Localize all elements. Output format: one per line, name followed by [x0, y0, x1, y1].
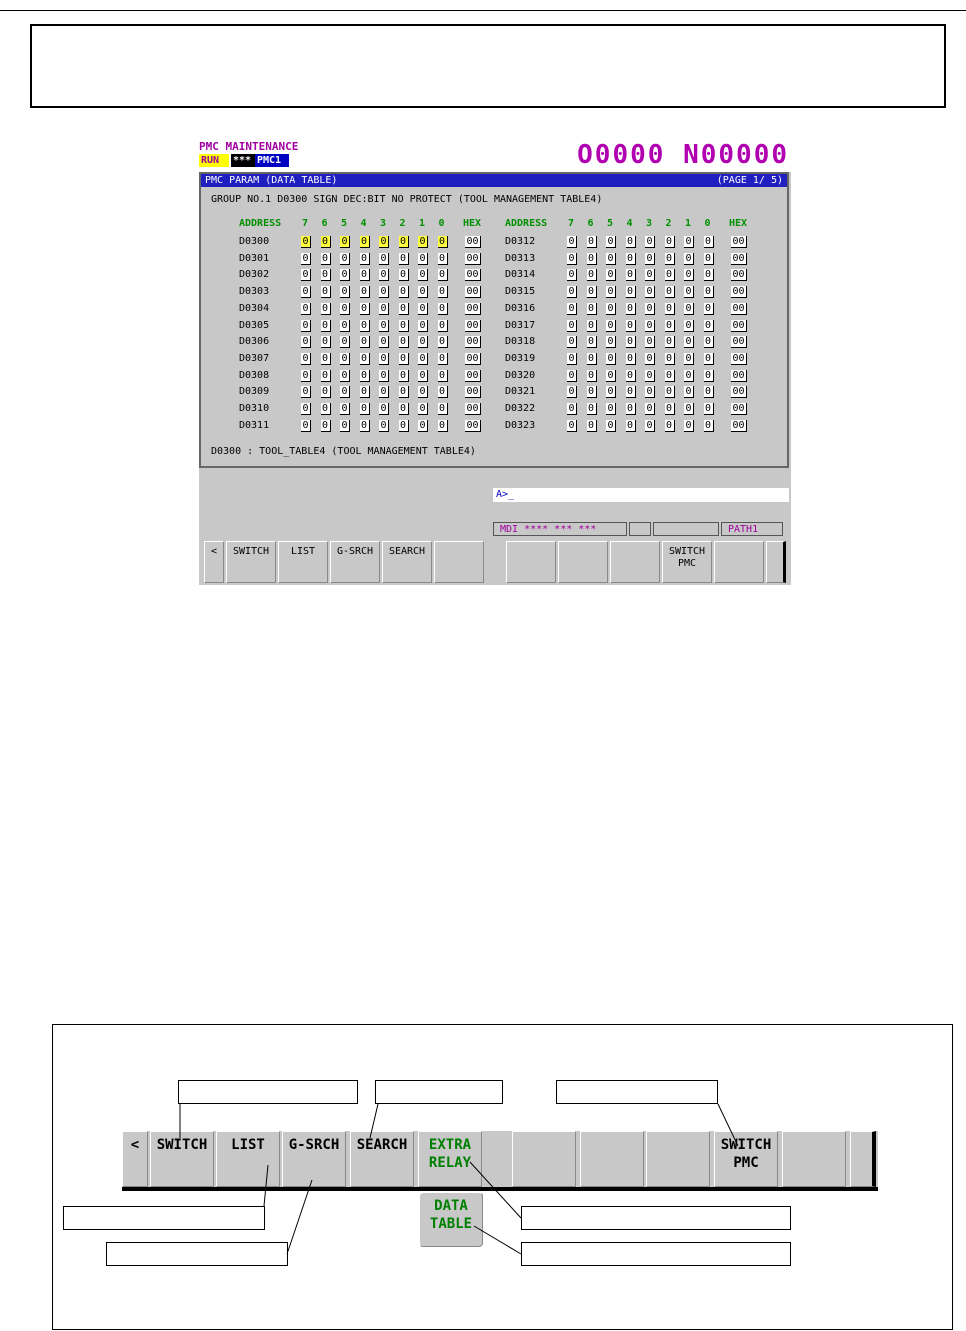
bit-cell[interactable]: 0 — [587, 370, 597, 382]
bit-cell[interactable]: 0 — [418, 336, 428, 348]
hex-cell[interactable]: 00 — [465, 253, 481, 265]
hex-cell[interactable]: 00 — [465, 303, 481, 315]
bit-cell[interactable]: 0 — [340, 320, 350, 332]
bit-cell[interactable]: 0 — [321, 353, 331, 365]
col-header-bit-0-left: 0 — [438, 218, 445, 229]
bit-cell[interactable]: 0 — [340, 353, 350, 365]
bit-cell[interactable]: 0 — [379, 370, 389, 382]
row-address: D0305 — [239, 319, 270, 331]
col-header-bit-5-right: 5 — [607, 218, 614, 229]
bit-cell[interactable]: 0 — [321, 286, 331, 298]
diagram-key-list[interactable]: LIST — [216, 1131, 280, 1187]
leader-extra-relay — [470, 1162, 521, 1218]
col-header-bit-6-right: 6 — [587, 218, 594, 229]
bit-cell[interactable]: 0 — [704, 236, 714, 248]
bit-cell[interactable]: 0 — [321, 253, 331, 265]
bit-cell[interactable]: 0 — [438, 253, 448, 265]
bit-cell[interactable]: 0 — [321, 386, 331, 398]
bit-cell[interactable]: 0 — [626, 303, 636, 315]
bit-cell[interactable]: 0 — [379, 353, 389, 365]
bit-cell[interactable]: 0 — [399, 320, 409, 332]
bit-cell[interactable]: 0 — [684, 370, 694, 382]
row-address: D0302 — [239, 269, 270, 281]
bit-cell[interactable]: 0 — [665, 403, 675, 415]
bit-cell[interactable]: 0 — [704, 253, 714, 265]
softkey-search[interactable]: SEARCH — [382, 541, 432, 583]
bit-cell[interactable]: 0 — [684, 303, 694, 315]
col-header-bit-6-left: 6 — [321, 218, 328, 229]
bit-cell[interactable]: 0 — [684, 286, 694, 298]
bit-cell[interactable]: 0 — [301, 286, 311, 298]
softkey-g-srch[interactable]: G-SRCH — [330, 541, 380, 583]
bit-cell[interactable]: 0 — [587, 286, 597, 298]
softkey-list[interactable]: LIST — [278, 541, 328, 583]
bit-cell[interactable]: 0 — [587, 269, 597, 281]
bit-cell[interactable]: 0 — [379, 386, 389, 398]
bit-cell[interactable]: 0 — [360, 269, 370, 281]
bit-cell[interactable]: 0 — [567, 336, 577, 348]
row-address: D0306 — [239, 336, 270, 348]
col-header-bit-5-left: 5 — [341, 218, 348, 229]
bit-cell[interactable]: 0 — [360, 336, 370, 348]
hex-cell[interactable]: 00 — [465, 353, 481, 365]
bit-cell[interactable]: 0 — [340, 236, 350, 248]
row-address: D0307 — [239, 352, 270, 364]
panel-title: PMC PARAM (DATA TABLE) — [205, 175, 338, 186]
col-header-address-left: ADDRESS — [239, 218, 282, 229]
col-header-bit-1-right: 1 — [685, 218, 692, 229]
row-address: D0301 — [239, 252, 270, 264]
bit-cell[interactable]: 0 — [438, 320, 448, 332]
col-header-bit-7-left: 7 — [302, 218, 309, 229]
bit-cell[interactable]: 0 — [606, 403, 616, 415]
bit-cell[interactable]: 0 — [567, 236, 577, 248]
bit-cell[interactable]: 0 — [301, 370, 311, 382]
bit-cell[interactable]: 0 — [626, 253, 636, 265]
bit-cell[interactable]: 0 — [665, 420, 675, 432]
bit-cell[interactable]: 0 — [606, 269, 616, 281]
bit-cell[interactable]: 0 — [704, 269, 714, 281]
row-address: D0310 — [239, 403, 270, 414]
input-prompt: A>_ — [496, 489, 515, 500]
bit-cell[interactable]: 0 — [438, 403, 448, 415]
hex-cell[interactable]: 00 — [731, 336, 747, 348]
bit-cell[interactable]: 0 — [587, 303, 597, 315]
bit-cell[interactable]: 0 — [321, 420, 331, 432]
status-mode: MDI **** *** *** — [493, 522, 627, 536]
bit-cell[interactable]: 0 — [438, 370, 448, 382]
diagram-key-g-srch[interactable]: G-SRCH — [282, 1131, 346, 1187]
bit-cell[interactable]: 0 — [665, 253, 675, 265]
hex-cell[interactable]: 00 — [731, 370, 747, 382]
bit-cell[interactable]: 0 — [704, 320, 714, 332]
bit-cell[interactable]: 0 — [587, 403, 597, 415]
hex-cell[interactable]: 00 — [731, 286, 747, 298]
bit-cell[interactable]: 0 — [340, 303, 350, 315]
bit-cell[interactable]: 0 — [360, 370, 370, 382]
bit-cell[interactable]: 0 — [684, 420, 694, 432]
bit-cell[interactable]: 0 — [606, 253, 616, 265]
bit-cell[interactable]: 0 — [301, 269, 311, 281]
program-number: O0000 N00000 — [577, 140, 789, 170]
bit-cell[interactable]: 0 — [321, 370, 331, 382]
bit-cell[interactable]: 0 — [399, 336, 409, 348]
bit-cell[interactable]: 0 — [645, 370, 655, 382]
bit-cell[interactable]: 0 — [606, 353, 616, 365]
leader-list — [264, 1165, 268, 1206]
bit-cell[interactable]: 0 — [645, 269, 655, 281]
bit-cell[interactable]: 0 — [301, 336, 311, 348]
bit-cell[interactable]: 0 — [626, 386, 636, 398]
bit-cell[interactable]: 0 — [684, 236, 694, 248]
bit-cell[interactable]: 0 — [645, 236, 655, 248]
bit-cell[interactable]: 0 — [626, 353, 636, 365]
hex-cell[interactable]: 00 — [465, 403, 481, 415]
bit-cell[interactable]: 0 — [645, 420, 655, 432]
bit-cell[interactable]: 0 — [301, 353, 311, 365]
hex-cell[interactable]: 00 — [465, 286, 481, 298]
bit-cell[interactable]: 0 — [567, 269, 577, 281]
softkey-switch[interactable]: SWITCH — [226, 541, 276, 583]
hex-cell[interactable]: 00 — [731, 403, 747, 415]
bit-cell[interactable]: 0 — [340, 386, 350, 398]
bit-cell[interactable]: 0 — [379, 286, 389, 298]
bit-cell[interactable]: 0 — [301, 386, 311, 398]
col-header-bit-4-right: 4 — [626, 218, 633, 229]
diagram-switch-pmc-line2: PMC — [733, 1155, 759, 1171]
row-address: D0322 — [505, 403, 536, 414]
bit-cell[interactable]: 0 — [360, 236, 370, 248]
bit-cell[interactable]: 0 — [301, 236, 311, 248]
bit-cell[interactable]: 0 — [438, 269, 448, 281]
col-header-bit-4-left: 4 — [360, 218, 367, 229]
bit-cell[interactable]: 0 — [606, 386, 616, 398]
bit-cell[interactable]: 0 — [321, 403, 331, 415]
softkey-switch-pmc-line2: PMC — [677, 558, 697, 569]
bit-cell[interactable]: 0 — [379, 236, 389, 248]
bit-cell[interactable]: 0 — [418, 253, 428, 265]
bit-cell[interactable]: 0 — [418, 236, 428, 248]
bit-cell[interactable]: 0 — [321, 320, 331, 332]
row-address: D0320 — [505, 369, 536, 381]
bit-cell[interactable]: 0 — [704, 336, 714, 348]
diagram-key-prev[interactable]: < — [122, 1131, 148, 1187]
hex-cell[interactable]: 00 — [731, 269, 747, 281]
bit-cell[interactable]: 0 — [684, 336, 694, 348]
bit-cell[interactable]: 0 — [645, 303, 655, 315]
bit-cell[interactable]: 0 — [606, 370, 616, 382]
bit-cell[interactable]: 0 — [399, 253, 409, 265]
row-address: D0314 — [505, 269, 536, 281]
hex-cell[interactable]: 00 — [465, 236, 481, 248]
page-indicator: (PAGE 1/ 5) — [716, 175, 783, 186]
bit-cell[interactable]: 0 — [626, 403, 636, 415]
bit-cell[interactable]: 0 — [704, 353, 714, 365]
bit-cell[interactable]: 0 — [418, 303, 428, 315]
col-header-bit-0-right: 0 — [704, 218, 711, 229]
bit-cell[interactable]: 0 — [399, 269, 409, 281]
row-address: D0319 — [505, 352, 536, 364]
bit-cell[interactable]: 0 — [399, 403, 409, 415]
bit-cell[interactable]: 0 — [379, 269, 389, 281]
status-indicator: *** — [231, 154, 257, 167]
bit-cell[interactable]: 0 — [438, 336, 448, 348]
bit-cell[interactable]: 0 — [567, 403, 577, 415]
row-address: D0321 — [505, 386, 536, 398]
bit-cell[interactable]: 0 — [626, 236, 636, 248]
bit-cell[interactable]: 0 — [587, 386, 597, 398]
bit-cell[interactable]: 0 — [606, 303, 616, 315]
bit-cell[interactable]: 0 — [301, 403, 311, 415]
bit-cell[interactable]: 0 — [438, 353, 448, 365]
bit-cell[interactable]: 0 — [626, 320, 636, 332]
bit-cell[interactable]: 0 — [567, 253, 577, 265]
bit-cell[interactable]: 0 — [379, 253, 389, 265]
bit-cell[interactable]: 0 — [360, 286, 370, 298]
bit-cell[interactable]: 0 — [399, 353, 409, 365]
bit-cell[interactable]: 0 — [665, 370, 675, 382]
hex-cell[interactable]: 00 — [731, 303, 747, 315]
bit-cell[interactable]: 0 — [704, 420, 714, 432]
bit-cell[interactable]: 0 — [587, 353, 597, 365]
bit-cell[interactable]: 0 — [418, 269, 428, 281]
screen-title: PMC MAINTENANCE — [199, 140, 299, 153]
bit-cell[interactable]: 0 — [587, 236, 597, 248]
leader-search — [370, 1104, 378, 1138]
bit-cell[interactable]: 0 — [438, 420, 448, 432]
bit-cell[interactable]: 0 — [704, 370, 714, 382]
bit-cell[interactable]: 0 — [301, 420, 311, 432]
bit-cell[interactable]: 0 — [684, 269, 694, 281]
hex-cell[interactable]: 00 — [731, 353, 747, 365]
bit-cell[interactable]: 0 — [606, 236, 616, 248]
bit-cell[interactable]: 0 — [587, 420, 597, 432]
bit-cell[interactable]: 0 — [626, 370, 636, 382]
row-address: D0309 — [239, 386, 270, 398]
bit-cell[interactable]: 0 — [606, 336, 616, 348]
softkey-switch-pmc-line1: SWITCH — [668, 546, 706, 557]
row-address: D0315 — [505, 286, 536, 298]
bit-cell[interactable]: 0 — [626, 336, 636, 348]
hex-cell[interactable]: 00 — [731, 236, 747, 248]
bit-cell[interactable]: 0 — [321, 303, 331, 315]
bit-cell[interactable]: 0 — [684, 353, 694, 365]
row-address: D0304 — [239, 302, 270, 314]
bit-cell[interactable]: 0 — [379, 420, 389, 432]
col-header-bit-2-right: 2 — [665, 218, 672, 229]
bit-cell[interactable]: 0 — [360, 353, 370, 365]
bit-cell[interactable]: 0 — [321, 336, 331, 348]
col-header-bit-7-right: 7 — [568, 218, 575, 229]
bit-cell[interactable]: 0 — [418, 286, 428, 298]
bit-cell[interactable]: 0 — [399, 236, 409, 248]
bit-cell[interactable]: 0 — [665, 269, 675, 281]
bit-cell[interactable]: 0 — [665, 336, 675, 348]
extra-relay-line1: EXTRA — [428, 1137, 472, 1153]
bit-cell[interactable]: 0 — [684, 386, 694, 398]
bit-cell[interactable]: 0 — [684, 253, 694, 265]
bit-cell[interactable]: 0 — [340, 420, 350, 432]
bit-cell[interactable]: 0 — [360, 320, 370, 332]
bit-cell[interactable]: 0 — [360, 403, 370, 415]
bit-cell[interactable]: 0 — [321, 236, 331, 248]
data-table-line2: TABLE — [429, 1216, 473, 1232]
col-header-bit-1-left: 1 — [419, 218, 426, 229]
bit-cell[interactable]: 0 — [321, 269, 331, 281]
bit-cell[interactable]: 0 — [626, 286, 636, 298]
diagram-key-search[interactable]: SEARCH — [350, 1131, 414, 1187]
bit-cell[interactable]: 0 — [399, 420, 409, 432]
bit-cell[interactable]: 0 — [399, 286, 409, 298]
bit-cell[interactable]: 0 — [379, 403, 389, 415]
bit-cell[interactable]: 0 — [567, 286, 577, 298]
bit-cell[interactable]: 0 — [587, 253, 597, 265]
hex-cell[interactable]: 00 — [465, 269, 481, 281]
bit-cell[interactable]: 0 — [606, 286, 616, 298]
extra-relay-line2: RELAY — [428, 1155, 472, 1171]
bit-cell[interactable]: 0 — [567, 303, 577, 315]
bit-cell[interactable]: 0 — [360, 303, 370, 315]
bit-cell[interactable]: 0 — [645, 253, 655, 265]
bit-cell[interactable]: 0 — [340, 370, 350, 382]
leader-g-srch — [287, 1180, 312, 1254]
hex-cell[interactable]: 00 — [465, 370, 481, 382]
bit-cell[interactable]: 0 — [438, 286, 448, 298]
bit-cell[interactable]: 0 — [399, 370, 409, 382]
bit-cell[interactable]: 0 — [340, 286, 350, 298]
bit-cell[interactable]: 0 — [645, 320, 655, 332]
bit-cell[interactable]: 0 — [567, 420, 577, 432]
row-address: D0300 — [239, 236, 270, 247]
bit-cell[interactable]: 0 — [418, 320, 428, 332]
bit-cell[interactable]: 0 — [704, 286, 714, 298]
bit-cell[interactable]: 0 — [626, 420, 636, 432]
bit-cell[interactable]: 0 — [340, 403, 350, 415]
col-header-address-right: ADDRESS — [505, 218, 548, 229]
col-header-bit-3-left: 3 — [380, 218, 387, 229]
bit-cell[interactable]: 0 — [626, 269, 636, 281]
bit-cell[interactable]: 0 — [399, 386, 409, 398]
hex-cell[interactable]: 00 — [731, 386, 747, 398]
bit-cell[interactable]: 0 — [665, 303, 675, 315]
bit-cell[interactable]: 0 — [587, 320, 597, 332]
row-address: D0311 — [239, 419, 270, 431]
col-header-hex-right: HEX — [729, 218, 748, 229]
bit-cell[interactable]: 0 — [684, 403, 694, 415]
status-run: RUN — [199, 154, 229, 167]
col-header-bit-3-right: 3 — [646, 218, 653, 229]
bit-cell[interactable]: 0 — [567, 370, 577, 382]
bit-cell[interactable]: 0 — [418, 420, 428, 432]
row-address: D0313 — [505, 252, 536, 264]
softkey-prev[interactable]: < — [204, 541, 224, 583]
bit-cell[interactable]: 0 — [704, 403, 714, 415]
diagram-switch-pmc-line1: SWITCH — [720, 1137, 772, 1153]
hex-cell[interactable]: 00 — [731, 320, 747, 332]
bit-cell[interactable]: 0 — [340, 336, 350, 348]
bit-cell[interactable]: 0 — [665, 386, 675, 398]
status-path-label: PATH1 — [721, 522, 783, 536]
bit-cell[interactable]: 0 — [665, 286, 675, 298]
hex-cell[interactable]: 00 — [465, 320, 481, 332]
bit-cell[interactable]: 0 — [567, 386, 577, 398]
row-address: D0317 — [505, 319, 536, 331]
bit-cell[interactable]: 0 — [665, 353, 675, 365]
hex-cell[interactable]: 00 — [731, 253, 747, 265]
bit-cell[interactable]: 0 — [438, 303, 448, 315]
bit-cell[interactable]: 0 — [684, 320, 694, 332]
bit-cell[interactable]: 0 — [438, 386, 448, 398]
bit-cell[interactable]: 0 — [567, 320, 577, 332]
bit-cell[interactable]: 0 — [567, 353, 577, 365]
bit-cell[interactable]: 0 — [379, 303, 389, 315]
row-address: D0303 — [239, 286, 270, 298]
bit-cell[interactable]: 0 — [301, 253, 311, 265]
bit-cell[interactable]: 0 — [645, 386, 655, 398]
bit-cell[interactable]: 0 — [645, 353, 655, 365]
bit-cell[interactable]: 0 — [418, 386, 428, 398]
bit-cell[interactable]: 0 — [665, 320, 675, 332]
row-address: D0308 — [239, 369, 270, 381]
bit-cell[interactable]: 0 — [438, 236, 448, 248]
bit-cell[interactable]: 0 — [645, 336, 655, 348]
bit-cell[interactable]: 0 — [301, 303, 311, 315]
bit-cell[interactable]: 0 — [645, 286, 655, 298]
bit-cell[interactable]: 0 — [606, 420, 616, 432]
row-address: D0323 — [505, 419, 536, 431]
bit-cell[interactable]: 0 — [606, 320, 616, 332]
bit-cell[interactable]: 0 — [418, 353, 428, 365]
hex-cell[interactable]: 00 — [731, 420, 747, 432]
bit-cell[interactable]: 0 — [379, 336, 389, 348]
hex-cell[interactable]: 00 — [465, 386, 481, 398]
hex-cell[interactable]: 00 — [465, 420, 481, 432]
hex-cell[interactable]: 00 — [465, 336, 481, 348]
bit-cell[interactable]: 0 — [340, 269, 350, 281]
bit-cell[interactable]: 0 — [340, 253, 350, 265]
row-address: D0312 — [505, 236, 536, 247]
bit-cell[interactable]: 0 — [360, 253, 370, 265]
data-table-line1: DATA — [434, 1198, 468, 1214]
bit-cell[interactable]: 0 — [587, 336, 597, 348]
bit-cell[interactable]: 0 — [645, 403, 655, 415]
bit-cell[interactable]: 0 — [360, 386, 370, 398]
bit-cell[interactable]: 0 — [704, 303, 714, 315]
bit-cell[interactable]: 0 — [418, 370, 428, 382]
bit-cell[interactable]: 0 — [301, 320, 311, 332]
bit-cell[interactable]: 0 — [418, 403, 428, 415]
row-address: D0318 — [505, 336, 536, 348]
address-comment: D0300 : TOOL_TABLE4 (TOOL MANAGEMENT TABLE4) — [211, 446, 476, 457]
status-path: PMC1 — [255, 154, 289, 167]
bit-cell[interactable]: 0 — [704, 386, 714, 398]
leader-switch-pmc — [718, 1104, 738, 1146]
row-address: D0316 — [505, 302, 536, 314]
bit-cell[interactable]: 0 — [665, 236, 675, 248]
bit-cell[interactable]: 0 — [360, 420, 370, 432]
col-header-hex-left: HEX — [463, 218, 482, 229]
col-header-bit-2-left: 2 — [399, 218, 406, 229]
diagram-key-switch[interactable]: SWITCH — [150, 1131, 214, 1187]
leader-data-table — [474, 1226, 521, 1254]
group-line: GROUP NO.1 D0300 SIGN DEC:BIT NO PROTECT (TOOL MANAGEMENT TABLE4) — [211, 194, 603, 205]
bit-cell[interactable]: 0 — [379, 320, 389, 332]
bit-cell[interactable]: 0 — [399, 303, 409, 315]
